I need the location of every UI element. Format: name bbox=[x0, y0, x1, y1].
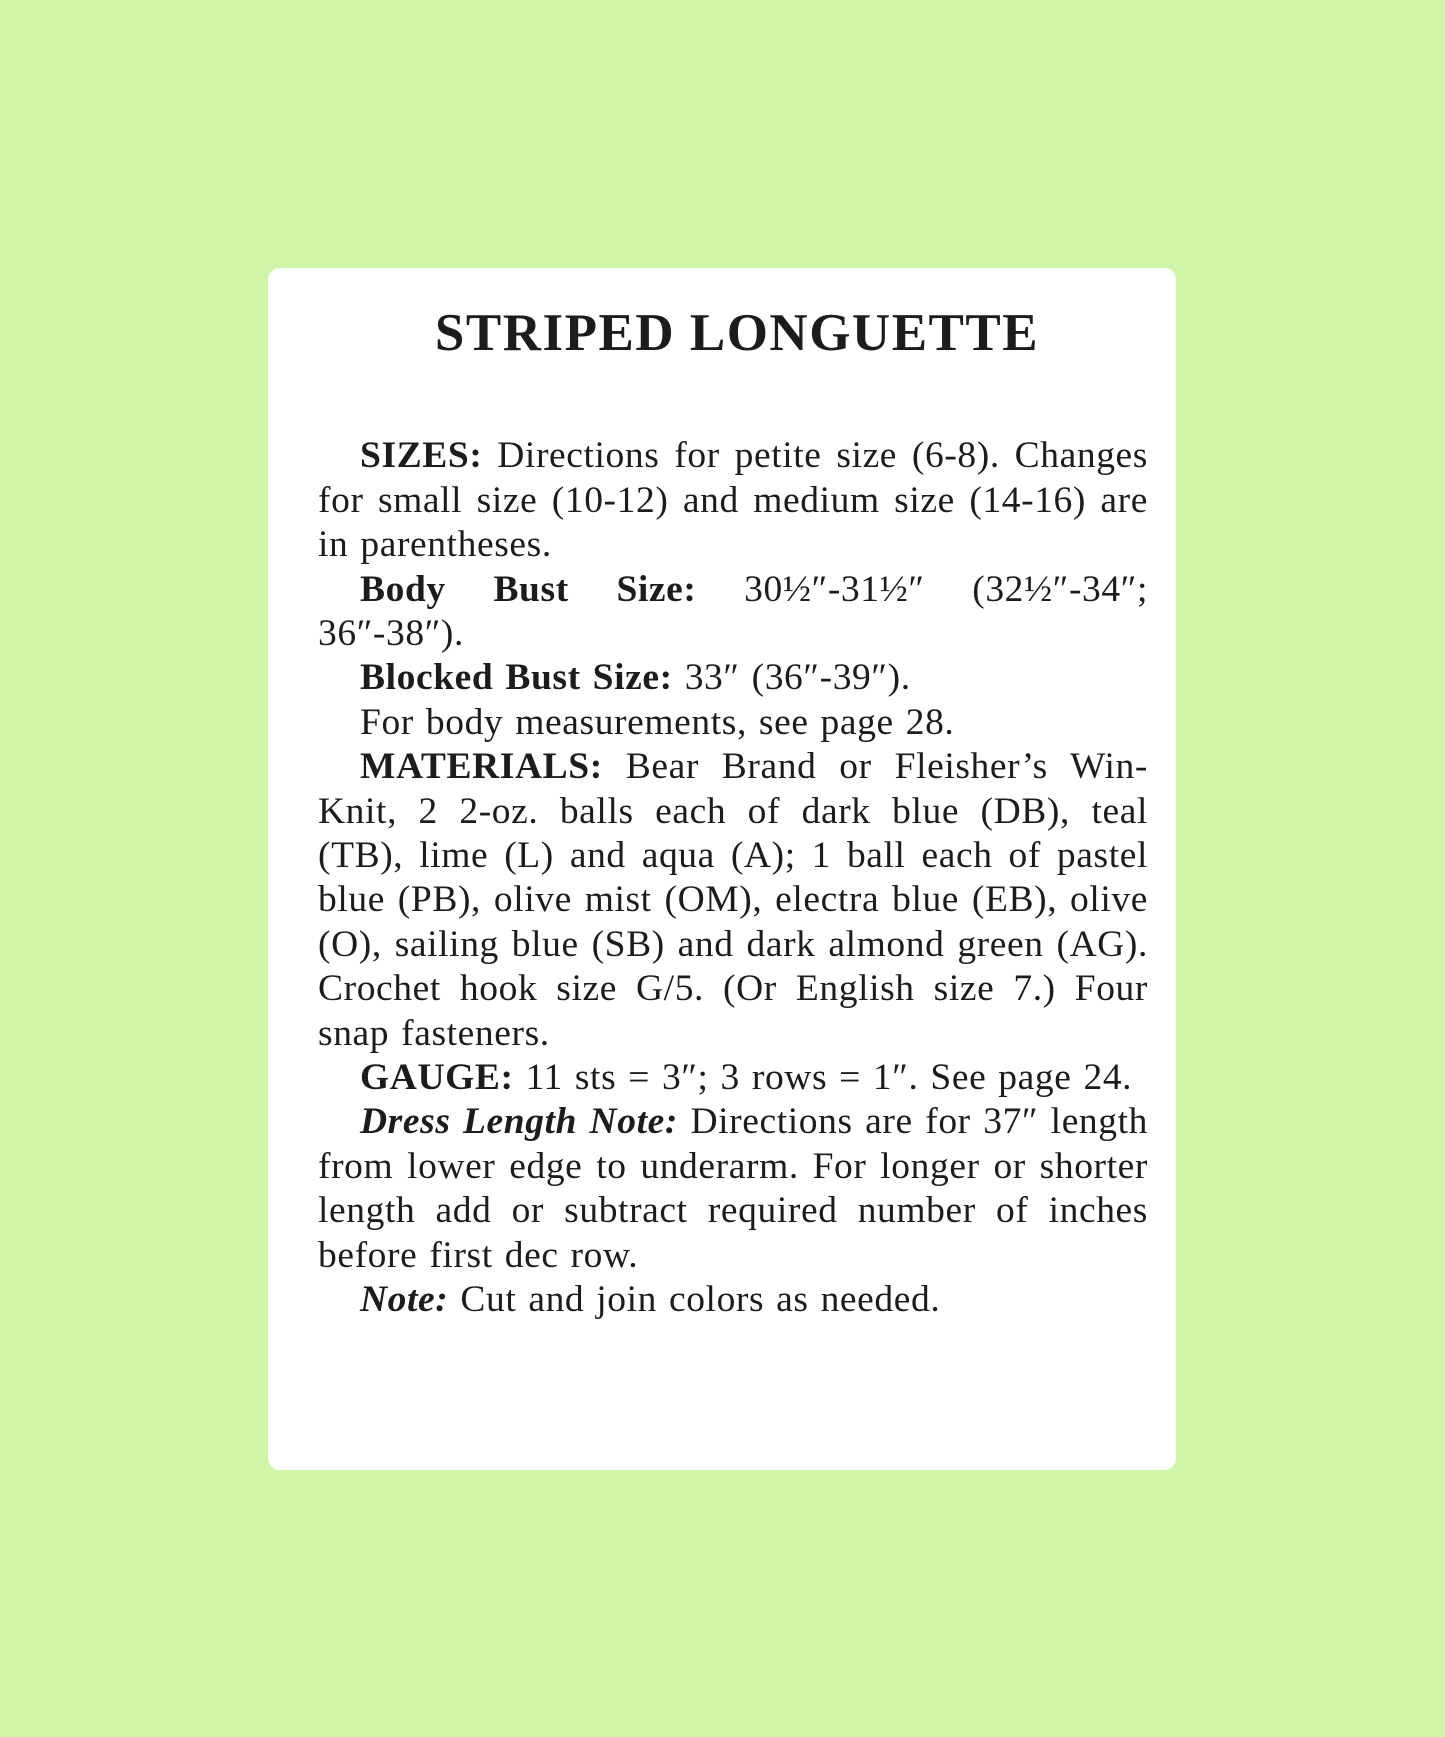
note-paragraph bbox=[318, 1278, 1148, 1322]
sizes-label: SIZES: bbox=[360, 435, 483, 477]
body-measurements-paragraph bbox=[318, 701, 1148, 745]
gauge-label: GAUGE: bbox=[360, 1056, 514, 1098]
body-bust-size-text: 30½″-31½″ (32½″-34″; 36″-38″). bbox=[318, 568, 1148, 654]
blocked-bust-size-label: Blocked Bust Size: bbox=[360, 657, 673, 699]
materials-paragraph bbox=[318, 745, 1148, 1056]
body-measurements-text: For body measurements, see page 28. bbox=[360, 701, 955, 743]
gauge-text: 11 sts = 3″; 3 rows = 1″. See page 24. bbox=[513, 1056, 1133, 1098]
note-label: Note: bbox=[360, 1279, 449, 1321]
pattern-text bbox=[318, 434, 1148, 1322]
body-bust-size-paragraph bbox=[318, 568, 1148, 657]
materials-text: Bear Brand or Fleisher’s Win-Knit, 2 2-oz. balls each of dark blue (DB), teal (TB), lime (L) and aqua (A); 1 ball each of pastel blue (PB), olive mist (OM), electra blue (EB), olive (O), sailing blue (SB) and dark almond green (AG). Crochet hook size G/5. (Or English size 7.) Four snap fasteners. bbox=[318, 746, 1148, 1054]
note-text: Cut and join colors as needed. bbox=[448, 1279, 941, 1321]
page-title: STRIPED LONGUETTE bbox=[434, 304, 1040, 362]
blocked-bust-size-paragraph bbox=[318, 656, 1148, 700]
body-bust-size-label: Body Bust Size: bbox=[360, 568, 697, 610]
pattern-card bbox=[268, 268, 1176, 1470]
dress-length-note-paragraph bbox=[318, 1100, 1148, 1278]
dress-length-note-label: Dress Length Note: bbox=[360, 1101, 678, 1143]
sizes-paragraph bbox=[318, 434, 1148, 567]
blocked-bust-size-text: 33″ (36″-39″). bbox=[672, 657, 911, 699]
sizes-text: Directions for petite size (6-8). Changes for small size (10-12) and medium size (14-16) are in parentheses. bbox=[318, 435, 1148, 566]
gauge-paragraph bbox=[318, 1056, 1148, 1100]
dress-length-note-text: Directions are for 37″ length from lower edge to underarm. For longer or shorter length add or subtract required number of inches before first dec row. bbox=[318, 1101, 1149, 1276]
materials-label: MATERIALS: bbox=[360, 746, 603, 788]
